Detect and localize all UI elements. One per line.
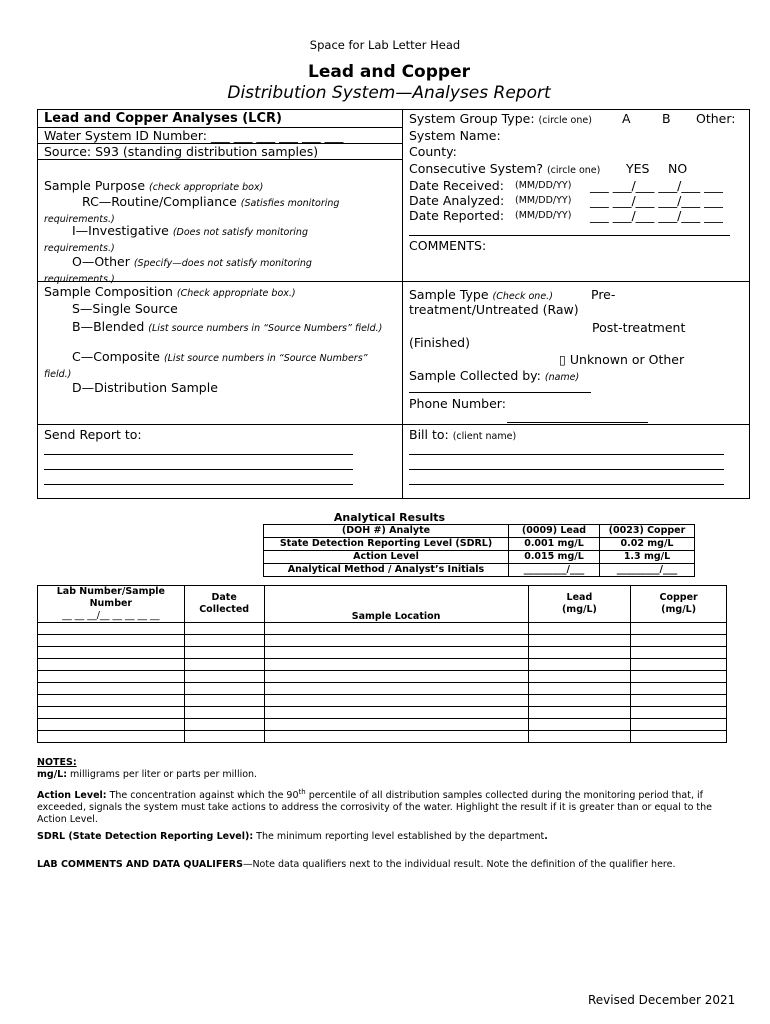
col-lead: Lead (mg/L): [528, 586, 631, 623]
option-pre-treatment[interactable]: Pre-: [591, 287, 616, 302]
date-reported-field[interactable]: Date Reported: (MM/DD/YY) ___ ___/___ ___/___ ___: [409, 208, 723, 223]
date-received-field[interactable]: Date Received: (MM/DD/YY) ___ ___/___ ___/___ ___: [409, 178, 723, 193]
system-name-field[interactable]: System Name:: [409, 128, 501, 143]
option-pre-treatment-cont: treatment/Untreated (Raw): [409, 302, 579, 317]
table-row: [38, 659, 727, 671]
system-group-type: System Group Type: (circle one) A B Other:: [409, 111, 736, 126]
page-subtitle: Distribution System—Analyses Report: [227, 83, 551, 103]
table-row: [38, 623, 727, 635]
sample-composition-label: Sample Composition (Check appropriate box.): [44, 284, 296, 299]
group-b-option[interactable]: B: [662, 111, 671, 126]
col-sample-location: Sample Location: [264, 586, 528, 623]
sample-results-table: [37, 585, 727, 743]
bill-to-line-3[interactable]: [409, 484, 724, 485]
table-row: Action Level 0.015 mg/L 1.3 mg/L: [264, 551, 695, 564]
option-blended[interactable]: B—Blended (List source numbers in “Source Numbers” field.): [72, 319, 383, 334]
send-report-line-2[interactable]: [44, 469, 353, 470]
sample-collected-by-label: Sample Collected by: (name): [409, 368, 580, 383]
option-unknown-other[interactable]: ▯ Unknown or Other: [559, 352, 685, 367]
table-row: Analytical Method / Analyst’s Initials _________/___ _________/___: [264, 564, 695, 577]
group-a-option[interactable]: A: [622, 111, 631, 126]
table-header-row: [38, 586, 727, 623]
table-row: [38, 707, 727, 719]
send-report-line-3[interactable]: [44, 484, 353, 485]
bill-to-line-1[interactable]: [409, 454, 724, 455]
letterhead-space: Space for Lab Letter Head: [309, 38, 461, 52]
table-row: State Detection Reporting Level (SDRL) 0.001 mg/L 0.02 mg/L: [264, 538, 695, 551]
send-report-line-1[interactable]: [44, 454, 353, 455]
notes-heading: NOTES:: [37, 757, 77, 768]
consecutive-system: Consecutive System? (circle one) YES NO: [409, 161, 688, 176]
option-other[interactable]: O—Other (Specify—does not satisfy monitoring requirements.): [44, 254, 312, 285]
table-row: (DOH #) Analyte (0009) Lead (0023) Copper: [264, 525, 695, 538]
col-copper: Copper (mg/L): [631, 586, 727, 623]
table-row: [38, 683, 727, 695]
table-row: [38, 731, 727, 743]
page-title: Lead and Copper: [308, 62, 470, 82]
bill-to-line-2[interactable]: [409, 469, 724, 470]
table-row: [38, 671, 727, 683]
col-lab-number: Lab Number/Sample Number __ __ __/__ __ __ __ __: [38, 586, 185, 623]
table-row: [38, 635, 727, 647]
bill-to-label: Bill to: (client name): [409, 427, 517, 442]
sample-type-label: Sample Type (Check one.): [409, 287, 553, 302]
table-row: [38, 695, 727, 707]
section-title: Lead and Copper Analyses (LCR): [44, 111, 282, 126]
group-other-option[interactable]: Other:: [696, 111, 736, 126]
option-investigative[interactable]: I—Investigative (Does not satisfy monitoring requirements.): [44, 223, 308, 254]
analytical-results-title: Analytical Results: [333, 511, 446, 524]
option-post-treatment[interactable]: Post-treatment: [592, 320, 686, 335]
consecutive-no[interactable]: NO: [668, 161, 688, 176]
option-post-treatment-cont: (Finished): [409, 335, 470, 350]
phone-number-line[interactable]: [507, 422, 648, 423]
checkbox-icon[interactable]: ▯: [559, 352, 566, 367]
option-composite[interactable]: C—Composite (List source numbers in “Source Numbers” field.): [44, 349, 368, 380]
send-report-label: Send Report to:: [44, 427, 142, 442]
option-single-source[interactable]: S—Single Source: [72, 301, 178, 316]
phone-number-label: Phone Number:: [409, 396, 506, 411]
consecutive-yes[interactable]: YES: [626, 161, 650, 176]
date-analyzed-field[interactable]: Date Analyzed: (MM/DD/YY) ___ ___/___ ___/___ ___: [409, 193, 723, 208]
table-row: [38, 647, 727, 659]
table-row: [38, 719, 727, 731]
option-routine-compliance[interactable]: RC—Routine/Compliance (Satisfies monitoring requirements.): [44, 194, 340, 225]
comments-field[interactable]: COMMENTS:: [409, 238, 487, 253]
collected-by-line[interactable]: [409, 392, 591, 393]
sample-purpose-label: Sample Purpose (check appropriate box): [44, 178, 264, 193]
source-field: Source: S93 (standing distribution samples): [44, 144, 319, 159]
form-divider: [402, 109, 403, 499]
water-system-id-field[interactable]: Water System ID Number: ___ ___ ___ ___ ___ ___: [44, 128, 344, 143]
county-field[interactable]: County:: [409, 144, 457, 159]
col-date-collected: Date Collected: [184, 586, 264, 623]
option-distribution-sample[interactable]: D—Distribution Sample: [72, 380, 218, 395]
notes-section: NOTES: mg/L: milligrams per liter or parts per million. Action Level: The concentration against which the 90th percentile of all distribution samples collected during the monitoring period that, if exceeded, signals the system must take actions to address the corrosivity of the water. Highlight the result if it is greater than or equal to the Action Level. SDRL (State Detection Reporting Level): The minimum reporting level established by the department. LAB COMMENTS AND DATA QUALIFERS—Note data qualifiers next to the individual result. Note the definition of the qualifier here.: [37, 757, 712, 871]
analytical-results-table: [263, 524, 695, 577]
revision-date: Revised December 2021: [588, 993, 736, 1007]
